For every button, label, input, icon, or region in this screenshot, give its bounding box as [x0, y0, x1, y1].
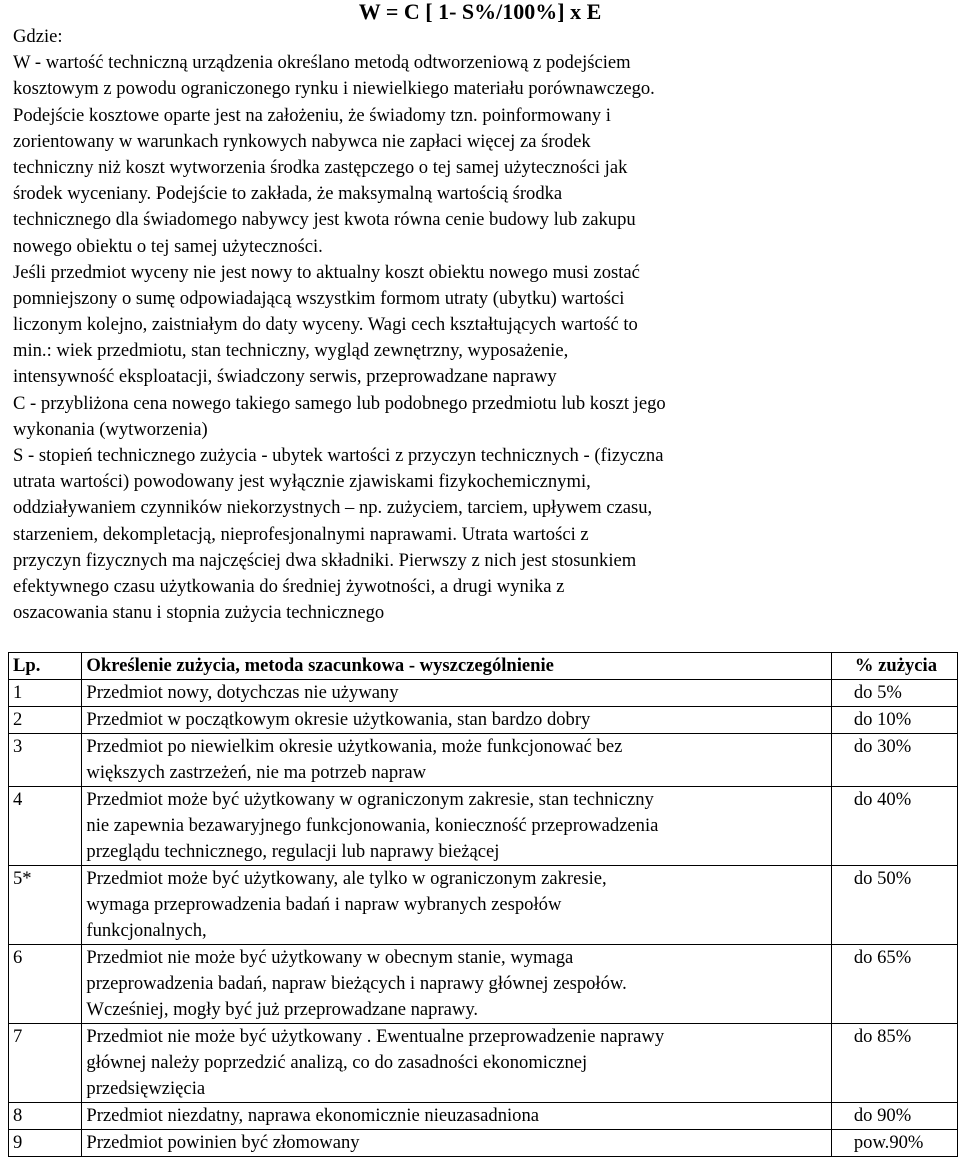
- header-wear-percent: % zużycia: [831, 653, 957, 680]
- description-line: przeprowadzenia badań, napraw bieżących i naprawy głównej zespołów.: [86, 973, 627, 994]
- cell-description: [82, 866, 831, 945]
- table-row: [9, 707, 958, 734]
- description-line: Przedmiot po niewielkim okresie użytkowania, może funkcjonować bez: [86, 736, 623, 757]
- cell-description: [82, 1103, 831, 1130]
- cell-wear-percent: do 50%: [831, 866, 957, 945]
- cell-description: [82, 1024, 831, 1103]
- explanation-line: liczonym kolejno, zaistniałym do daty wyceny. Wagi cech kształtujących wartość to: [13, 314, 638, 336]
- table-row: [9, 866, 958, 945]
- explanation-line: pomniejszony o sumę odpowiadającą wszystkim formom utraty (ubytku) wartości: [13, 287, 625, 309]
- cell-lp: 5*: [9, 866, 82, 945]
- cell-description: [82, 734, 831, 787]
- description-line: Przedmiot nowy, dotychczas nie używany: [86, 682, 399, 703]
- description-line: funkcjonalnych,: [86, 920, 207, 941]
- table-header-row: [9, 653, 958, 680]
- description-line: głównej należy poprzedzić analizą, co do zasadności ekonomicznej: [86, 1052, 588, 1073]
- cell-wear-percent: do 10%: [831, 707, 957, 734]
- cell-description: [82, 1130, 831, 1157]
- description-line: Przedmiot nie może być użytkowany . Ewentualne przeprowadzenie naprawy: [86, 1026, 665, 1047]
- explanation-line: środek wyceniany. Podejście to zakłada, że maksymalną wartością środka: [13, 183, 563, 205]
- cell-description: [82, 680, 831, 707]
- description-line: Przedmiot nie może być użytkowany w obecnym stanie, wymaga: [86, 947, 574, 968]
- description-line: wymaga przeprowadzenia badań i napraw wybranych zespołów: [86, 894, 562, 915]
- cell-wear-percent: pow.90%: [831, 1130, 957, 1157]
- cell-wear-percent: do 40%: [831, 787, 957, 866]
- table-row: [9, 1024, 958, 1103]
- explanation-line: intensywność eksploatacji, świadczony serwis, przeprowadzane naprawy: [13, 366, 557, 388]
- header-lp: Lp.: [9, 653, 82, 680]
- explanation-text: [13, 24, 913, 626]
- wear-table: [8, 652, 958, 1157]
- cell-lp: 1: [9, 680, 82, 707]
- cell-lp: 8: [9, 1103, 82, 1130]
- cell-description: [82, 787, 831, 866]
- formula-heading: W = C [ 1- S%/100%] x E: [358, 0, 602, 24]
- cell-wear-percent: do 65%: [831, 945, 957, 1024]
- description-line: przedsięwzięcia: [86, 1078, 206, 1099]
- explanation-line: min.: wiek przedmiotu, stan techniczny, wygląd zewnętrzny, wyposażenie,: [13, 340, 569, 362]
- explanation-line: wykonania (wytworzenia): [13, 418, 208, 440]
- cell-lp: 4: [9, 787, 82, 866]
- explanation-line: Gdzie:: [13, 26, 63, 47]
- table-row: [9, 787, 958, 866]
- description-line: Przedmiot powinien być złomowany: [86, 1132, 360, 1153]
- explanation-line: S - stopień technicznego zużycia - ubytek wartości z przyczyn technicznych - (fizyczna: [13, 445, 664, 466]
- table-row: [9, 1130, 958, 1157]
- description-line: Przedmiot może być użytkowany, ale tylko w ograniczonym zakresie,: [86, 868, 607, 889]
- cell-wear-percent: do 5%: [831, 680, 957, 707]
- explanation-line: nowego obiektu o tej samej użyteczności.: [13, 235, 323, 257]
- description-line: większych zastrzeżeń, nie ma potrzeb napraw: [86, 762, 427, 783]
- explanation-line: starzeniem, dekompletacją, nieprofesjonalnymi naprawami. Utrata wartości z: [13, 523, 589, 545]
- cell-wear-percent: do 90%: [831, 1103, 957, 1130]
- explanation-line: zorientowany w warunkach rynkowych nabywca nie zapłaci więcej za środek: [13, 130, 591, 152]
- cell-description: [82, 707, 831, 734]
- explanation-line: Podejście kosztowe oparte jest na założeniu, że świadomy tzn. poinformowany i: [13, 104, 611, 126]
- explanation-line: Jeśli przedmiot wyceny nie jest nowy to aktualny koszt obiektu nowego musi zostać: [13, 261, 640, 283]
- cell-lp: 7: [9, 1024, 82, 1103]
- explanation-line: oddziaływaniem czynników niekorzystnych – np. zużyciem, tarciem, upływem czasu,: [13, 497, 653, 519]
- explanation-line: W - wartość techniczną urządzenia określano metodą odtworzeniową z podejściem: [13, 52, 631, 74]
- cell-wear-percent: do 85%: [831, 1024, 957, 1103]
- header-description: Określenie zużycia, metoda szacunkowa - wyszczególnienie: [82, 653, 831, 680]
- cell-description: [82, 945, 831, 1024]
- explanation-line: utrata wartości) powodowany jest wyłącznie zjawiskami fizykochemicznymi,: [13, 471, 591, 493]
- description-line: Przedmiot w początkowym okresie użytkowania, stan bardzo dobry: [86, 709, 591, 730]
- description-line: przeglądu technicznego, regulacji lub naprawy bieżącej: [86, 841, 500, 862]
- table-row: [9, 945, 958, 1024]
- description-line: Przedmiot niezdatny, naprawa ekonomicznie nieuzasadniona: [86, 1105, 540, 1126]
- description-line: nie zapewnia bezawaryjnego funkcjonowania, konieczność przeprowadzenia: [86, 815, 659, 836]
- table-row: [9, 680, 958, 707]
- table-row: [9, 734, 958, 787]
- explanation-line: oszacowania stanu i stopnia zużycia technicznego: [13, 602, 385, 624]
- explanation-line: przyczyn fizycznych ma najczęściej dwa składniki. Pierwszy z nich jest stosunkiem: [13, 549, 637, 571]
- cell-lp: 3: [9, 734, 82, 787]
- explanation-line: kosztowym z powodu ograniczonego rynku i niewielkiego materiału porównawczego.: [13, 78, 655, 100]
- explanation-line: techniczny niż koszt wytworzenia środka zastępczego o tej samej użyteczności jak: [13, 156, 628, 178]
- description-line: Wcześniej, mogły być już przeprowadzane naprawy.: [86, 999, 479, 1020]
- cell-lp: 9: [9, 1130, 82, 1157]
- explanation-line: C - przybliżona cena nowego takiego samego lub podobnego przedmiotu lub koszt jego: [13, 392, 666, 414]
- description-line: Przedmiot może być użytkowany w ograniczonym zakresie, stan techniczny: [86, 789, 654, 810]
- cell-lp: 2: [9, 707, 82, 734]
- cell-lp: 6: [9, 945, 82, 1024]
- table-row: [9, 1103, 958, 1130]
- explanation-line: efektywnego czasu użytkowania do średniej żywotności, a drugi wynika z: [13, 575, 565, 597]
- cell-wear-percent: do 30%: [831, 734, 957, 787]
- explanation-line: technicznego dla świadomego nabywcy jest kwota równa cenie budowy lub zakupu: [13, 209, 636, 231]
